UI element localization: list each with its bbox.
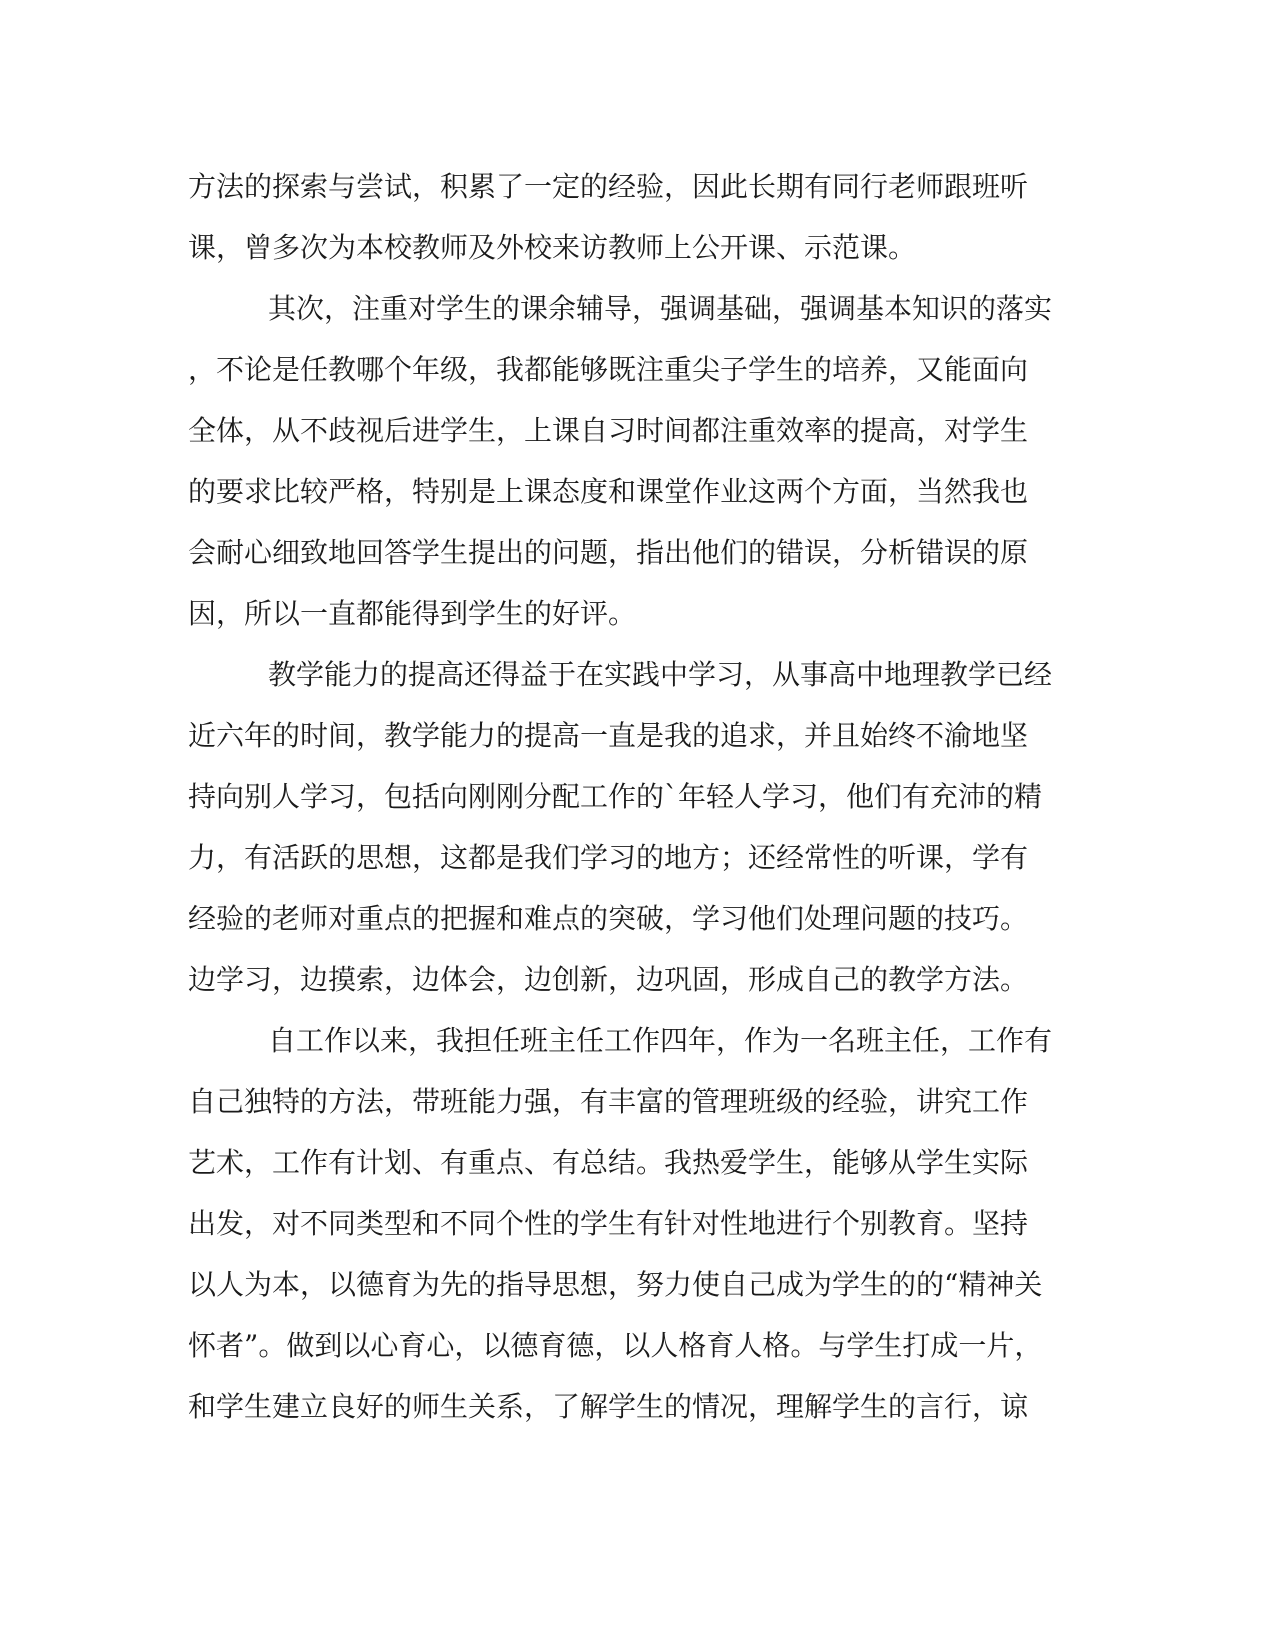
text-line: 边学习，边摸索，边体会，边创新，边巩固，形成自己的教学方法。 — [188, 963, 1029, 996]
text-line: 教学能力的提高还得益于在实践中学习，从事高中地理教学已经 — [268, 658, 1053, 691]
text-line: 近六年的时间，教学能力的提高一直是我的追求，并且始终不渝地坚 — [188, 719, 1029, 752]
text-line: 因，所以一直都能得到学生的好评。 — [188, 597, 637, 630]
text-line: 自工作以来，我担任班主任工作四年，作为一名班主任，工作有 — [268, 1024, 1053, 1057]
text-line: 怀者”。做到以心育心，以德育德，以人格育人格。与学生打成一片， — [188, 1329, 1043, 1362]
text-line: 方法的探索与尝试，积累了一定的经验，因此长期有同行老师跟班听 — [188, 170, 1029, 203]
text-line: 艺术，工作有计划、有重点、有总结。我热爱学生，能够从学生实际 — [188, 1146, 1029, 1179]
text-line: 以人为本，以德育为先的指导思想，努力使自己成为学生的的“精神关 — [188, 1268, 1043, 1301]
text-line: 出发，对不同类型和不同个性的学生有针对性地进行个别教育。坚持 — [188, 1207, 1029, 1240]
text-line: 的要求比较严格，特别是上课态度和课堂作业这两个方面，当然我也 — [188, 475, 1029, 508]
text-line: ，不论是任教哪个年级，我都能够既注重尖子学生的培养，又能面向 — [188, 353, 1029, 386]
text-line: 持向别人学习，包括向刚刚分配工作的`年轻人学习，他们有充沛的精 — [188, 780, 1043, 813]
text-line: 力，有活跃的思想，这都是我们学习的地方；还经常性的听课，学有 — [188, 841, 1029, 874]
text-line: 全体，从不歧视后进学生，上课自习时间都注重效率的提高，对学生 — [188, 414, 1029, 447]
document-body — [188, 156, 1088, 1437]
text-line: 课，曾多次为本校教师及外校来访教师上公开课、示范课。 — [188, 231, 917, 264]
text-line: 其次，注重对学生的课余辅导，强调基础，强调基本知识的落实 — [268, 292, 1053, 325]
text-line: 自己独特的方法，带班能力强，有丰富的管理班级的经验，讲究工作 — [188, 1085, 1029, 1118]
text-line: 和学生建立良好的师生关系，了解学生的情况，理解学生的言行，谅 — [188, 1390, 1029, 1423]
text-line: 会耐心细致地回答学生提出的问题，指出他们的错误，分析错误的原 — [188, 536, 1029, 569]
text-line: 经验的老师对重点的把握和难点的突破，学习他们处理问题的技巧。 — [188, 902, 1029, 935]
